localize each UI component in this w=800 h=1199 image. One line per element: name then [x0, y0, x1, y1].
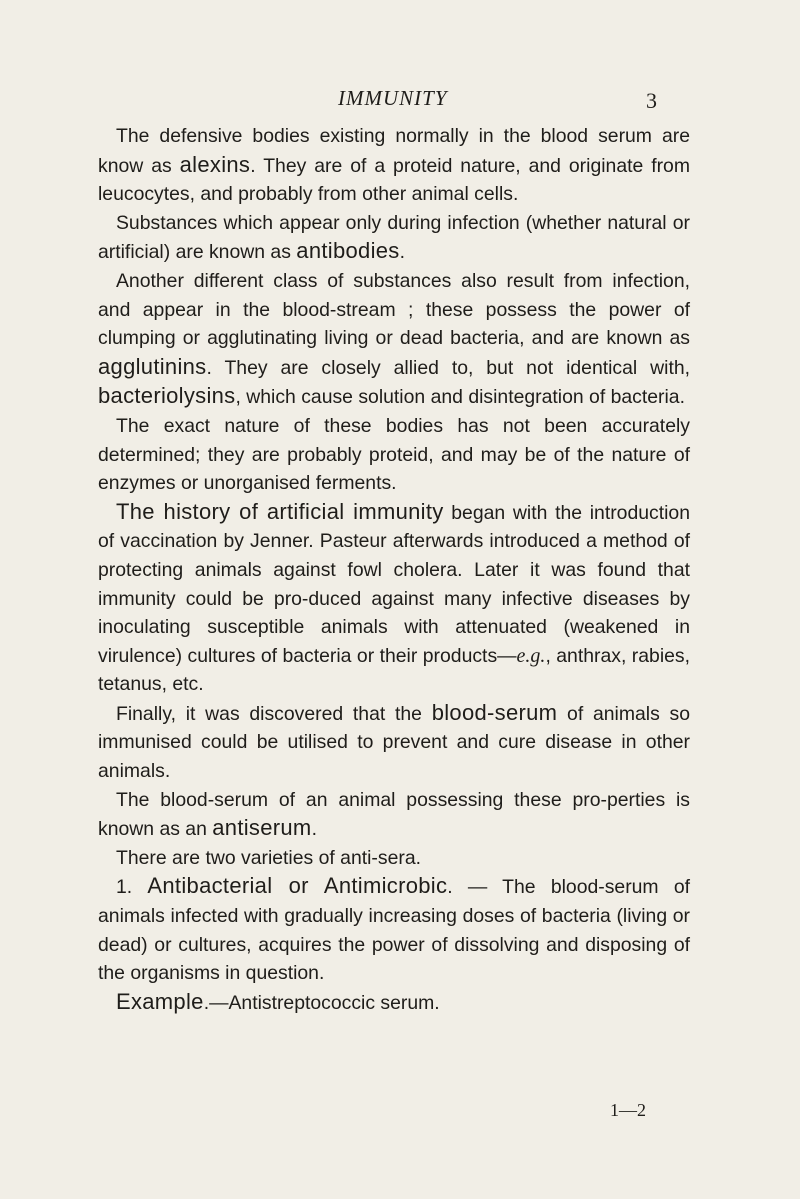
body-text	[98, 122, 690, 1017]
paragraph-agglutinins	[98, 267, 690, 412]
text-run: There are two varieties of anti-sera.	[116, 846, 421, 869]
term-blood-serum: blood-serum	[431, 699, 558, 725]
term-antibodies: antibodies	[296, 238, 400, 264]
paragraph-example	[98, 988, 690, 1018]
text-run: The defensive bodies existing normally in the blood serum are know as	[98, 125, 690, 177]
term-agglutinins: agglutinins	[98, 353, 207, 379]
paragraph-history	[98, 498, 690, 699]
text-run: The exact nature of these bodies has not been accurately determined; they are probably proteid, and may be of the nature of enzymes or unorganised ferments.	[98, 414, 690, 495]
term-example: Example	[116, 988, 204, 1014]
text-run: Finally, it was discovered that the	[116, 702, 432, 725]
text-run: of animals so immunised could be utilised to prevent and cure disease in other animals.	[98, 702, 690, 783]
text-run: Substances which appear only during infection (whether natural or artificial) are known as	[98, 211, 690, 264]
signature-mark: 1—2	[610, 1100, 646, 1120]
text-run: began with the introduction of vaccination by Jenner. Pasteur afterwards introduced a method of protecting animals against fowl cholera. Later it was found that immunity could be pro-duced against many infective diseases by inoculating susceptible animals with attenuated (weakened in virulence) cultures of bacteria or their products—	[98, 501, 690, 667]
text-run: , anthrax, rabies, tetanus, etc.	[98, 644, 690, 696]
text-run: . — The blood-serum of animals infected with gradually increasing doses of bacteria (living or dead) or cultures, acquires the power of dissolving and disposing of the organisms in question.	[98, 876, 690, 985]
term-antibacterial: Antibacterial or Antimicrobic	[147, 873, 448, 899]
page-number: 3	[646, 88, 657, 113]
text-run: The blood-serum of an animal possessing these pro-perties is known as an	[98, 788, 690, 841]
paragraph-nature	[98, 412, 690, 498]
term-history: The history of artificial immunity	[116, 498, 444, 524]
term-bacteriolysins: bacteriolysins	[98, 383, 236, 409]
text-run: . They are closely allied to, but not identical with,	[206, 356, 690, 379]
paragraph-varieties	[98, 844, 690, 873]
text-run: , which cause solution and disintegration of bacteria.	[235, 386, 685, 409]
paragraph-blood-serum	[98, 699, 690, 786]
text-run: .—Antistreptococcic serum.	[203, 991, 440, 1014]
paragraph-antibodies	[98, 209, 690, 267]
running-title: IMMUNITY	[338, 86, 448, 110]
term-antiserum: antiserum	[212, 815, 312, 841]
emphasis-eg: e.g.	[516, 644, 546, 667]
paragraph-antibacterial	[98, 872, 690, 987]
paragraph-alexins	[98, 122, 690, 209]
text-run: . They are of a proteid nature, and originate from leucocytes, and probably from other animal cells.	[98, 154, 690, 206]
text-run: Another different class of substances also result from infection, and appear in the blood-stream ; these possess the power of clumping or agglutinating living or dead bacteria, and are known as	[98, 269, 690, 350]
text-run: .	[311, 818, 317, 841]
paragraph-antiserum	[98, 786, 690, 844]
page-header	[0, 72, 800, 112]
list-number: 1.	[116, 876, 148, 899]
term-alexins: alexins	[179, 151, 251, 177]
text-run: .	[399, 241, 405, 264]
